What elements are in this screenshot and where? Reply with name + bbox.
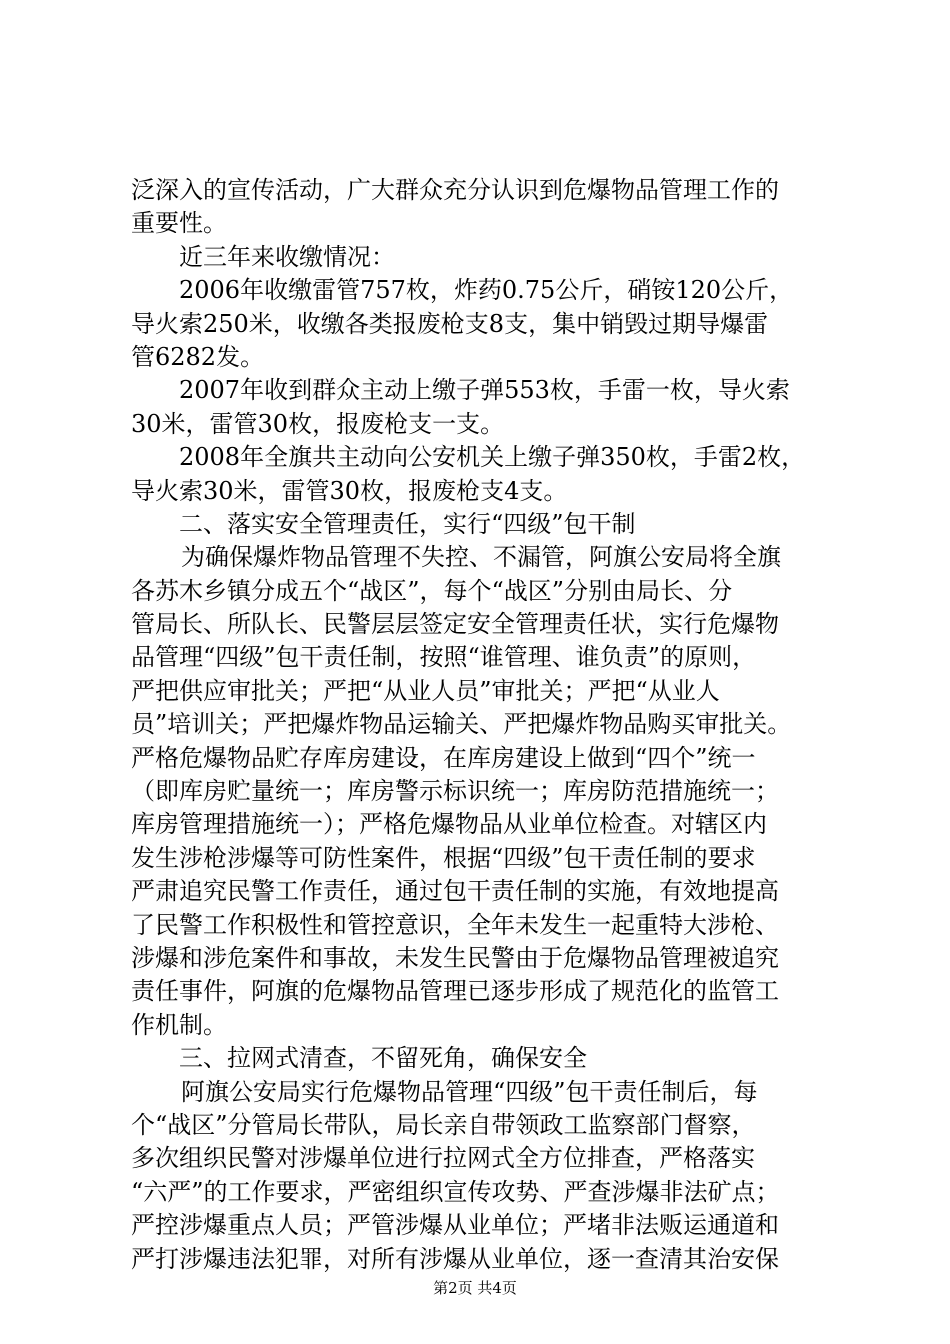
text-line: 涉爆和涉危案件和事故，未发生民警由于危爆物品管理被追究 [131,943,779,972]
text-line: 各苏木乡镇分成五个“战区”，每个“战区”分别由局长、分 [131,576,733,605]
text-line: 严控涉爆重点人员；严管涉爆从业单位；严堵非法贩运通道和 [131,1211,779,1240]
text-line: （即库房贮量统一；库房警示标识统一；库房防范措施统一； [131,777,779,806]
text-line: 管局长、所队长、民警层层签定安全管理责任状，实行危爆物 [131,610,779,639]
text-line: 2006年收缴雷管757枚，炸药0.75公斤，硝铵120公斤， [179,276,794,305]
text-line: “六严”的工作要求，严密组织宣传攻势、严查涉爆非法矿点； [131,1177,780,1206]
section-heading: 三、拉网式清查，不留死角，确保安全 [179,1044,587,1073]
text-line: 阿旗公安局实行危爆物品管理“四级”包干责任制后，每 [181,1077,758,1106]
text-line: 近三年来收缴情况： [179,242,395,271]
text-line: 重要性。 [131,209,227,238]
section-heading: 二、落实安全管理责任，实行“四级”包干制 [179,509,636,538]
text-line: 发生涉枪涉爆等可防性案件，根据“四级”包干责任制的要求 [131,843,756,872]
text-line: 个“战区”分管局长带队，局长亲自带领政工监察部门督察， [131,1110,756,1139]
text-line: 管6282发。 [131,342,265,371]
text-line: 作机制。 [131,1010,227,1039]
text-line: 导火索30米，雷管30枚，报废枪支4支。 [131,476,568,505]
text-line: 2008年全旗共主动向公安机关上缴子弹350枚，手雷2枚， [179,443,806,472]
text-line: 为确保爆炸物品管理不失控、不漏管，阿旗公安局将全旗 [181,543,781,572]
text-line: 员”培训关；严把爆炸物品运输关、严把爆炸物品购买审批关。 [131,710,792,739]
text-line: 严格危爆物品贮存库房建设，在库房建设上做到“四个”统一 [131,743,756,772]
text-line: 导火索250米，收缴各类报废枪支8支，集中销毁过期导爆雷 [131,309,769,338]
text-line: 责任事件，阿旗的危爆物品管理已逐步形成了规范化的监管工 [131,977,779,1006]
text-line: 30米，雷管30枚，报废枪支一支。 [131,409,505,438]
text-line: 2007年收到群众主动上缴子弹553枚，手雷一枚，导火索 [179,376,790,405]
text-line: 泛深入的宣传活动，广大群众充分认识到危爆物品管理工作的 [131,176,779,204]
page-number-footer: 第2页 共4页 [433,1279,517,1297]
text-line: 库房管理措施统一）；严格危爆物品从业单位检查。对辖区内 [131,810,767,839]
text-line: 多次组织民警对涉爆单位进行拉网式全方位排查，严格落实 [131,1144,755,1173]
text-line: 严把供应审批关；严把“从业人员”审批关；严把“从业人 [131,676,720,705]
document-body [131,174,831,1276]
text-line: 严打涉爆违法犯罪，对所有涉爆从业单位，逐一查清其治安保 [131,1244,779,1273]
text-line: 品管理“四级”包干责任制，按照“谁管理、谁负责”的原则， [131,643,757,672]
text-line: 严肃追究民警工作责任，通过包干责任制的实施，有效地提高 [131,877,779,906]
text-line: 了民警工作积极性和管控意识，全年未发生一起重特大涉枪、 [131,910,779,939]
